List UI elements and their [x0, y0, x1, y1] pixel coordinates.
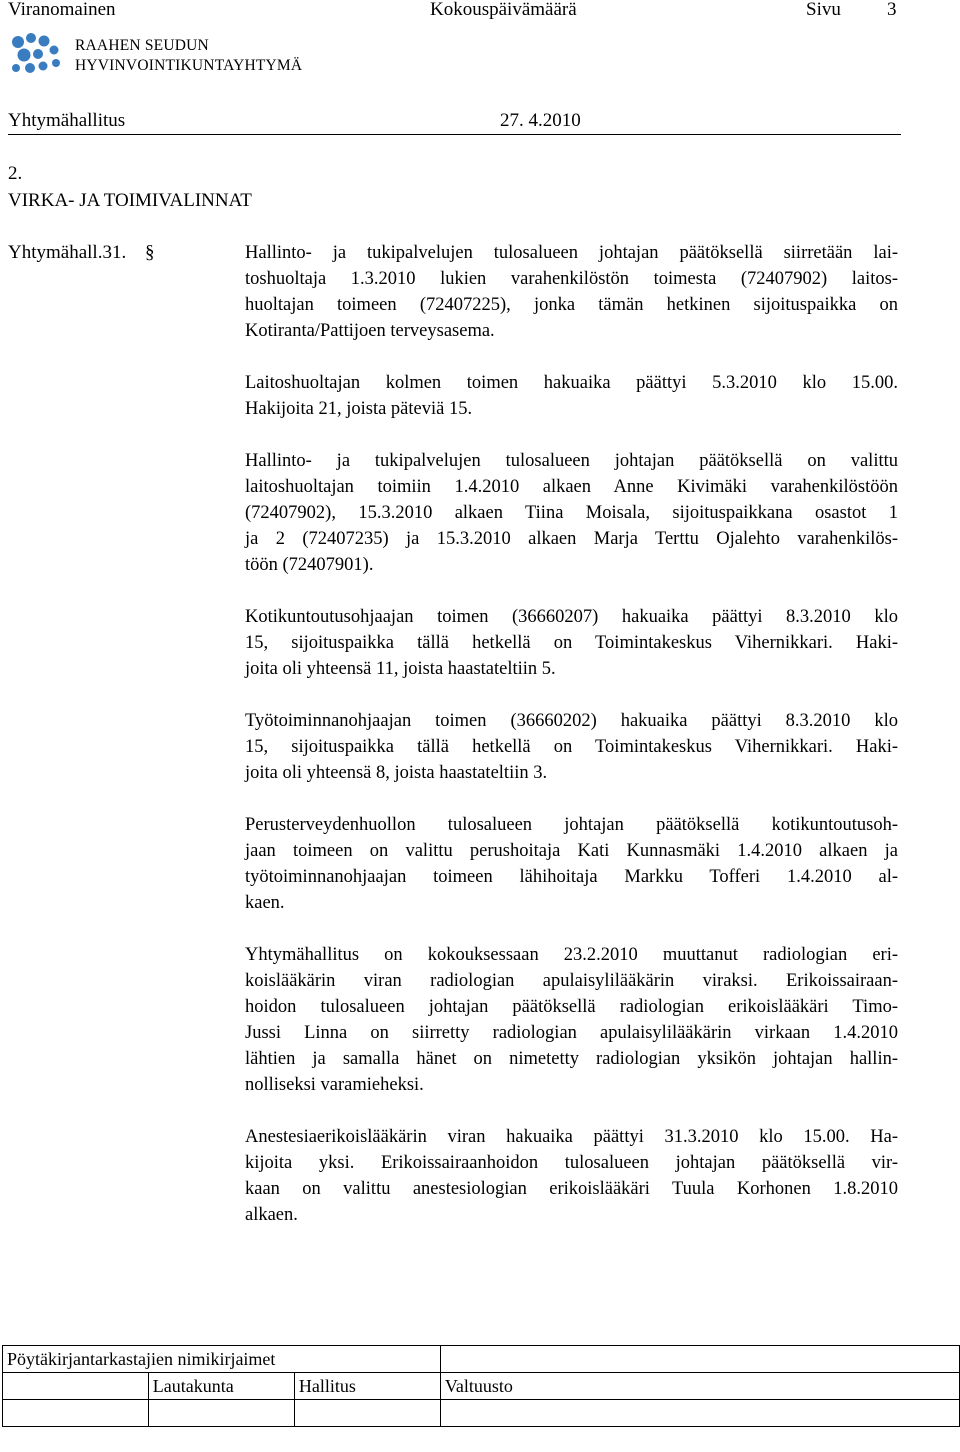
signature-cell: [148, 1400, 294, 1427]
text-line: jaan toimeen on valittu perushoitaja Kati Kunnasmäki 1.4.2010 alkaen ja: [245, 841, 898, 861]
signature-col-valtuusto: Valtuusto: [440, 1373, 959, 1400]
paragraph: [245, 812, 898, 916]
text-line: töön (72407901).: [245, 555, 374, 575]
text-line: työtoiminnanohjaajan toimeen lähihoitaja Markku Tofferi 1.4.2010 al-: [245, 867, 898, 887]
paragraph: [245, 708, 898, 786]
paragraph-gap: [245, 916, 898, 942]
text-line: joita oli yhteensä 8, joista haastateltiin 3.: [245, 763, 548, 783]
text-line: Hallinto- ja tukipalvelujen tulosalueen johtajan päätöksellä on valittu: [245, 451, 898, 471]
text-line: kaen.: [245, 893, 285, 913]
text-line: huoltajan toimeen (72407225), jonka tämän hetkinen sijoituspaikka on: [245, 295, 898, 315]
text-line: Perusterveydenhuollon tulosalueen johtajan päätöksellä kotikuntoutusoh-: [245, 815, 898, 835]
paragraph: [245, 1124, 898, 1228]
text-line: Anestesiaerikoislääkärin viran hakuaika päättyi 31.3.2010 klo 15.00. Ha-: [245, 1127, 898, 1147]
text-line: alkaen.: [245, 1205, 298, 1225]
text-line: Hakijoita 21, joista päteviä 15.: [245, 399, 473, 419]
dots-logo-icon: [10, 32, 64, 76]
paragraph-gap: [245, 344, 898, 370]
page-label: Sivu: [806, 0, 841, 20]
signature-cell: [440, 1400, 959, 1427]
paragraph: [245, 942, 898, 1098]
text-line: joita oli yhteensä 11, joista haastateltiin 5.: [245, 659, 556, 679]
text-line: Kotiranta/Pattijoen terveysasema.: [245, 321, 495, 341]
header-rule: [8, 134, 901, 135]
paragraph: [245, 370, 898, 422]
text-line: Hallinto- ja tukipalvelujen tulosalueen johtajan päätöksellä siirretään lai-: [245, 243, 898, 263]
signature-blank-top: [440, 1346, 959, 1373]
signature-cell: [3, 1400, 149, 1427]
meeting-body: Yhtymähallitus: [8, 110, 126, 131]
org-name-line2: HYVINVOINTIKUNTAYHTYMÄ: [75, 57, 303, 74]
signature-table: [2, 1345, 960, 1427]
text-line: kijoita yksi. Erikoissairaanhoidon tulosalueen johtajan päätöksellä vir-: [245, 1153, 898, 1173]
signature-cell: [294, 1400, 440, 1427]
text-line: nolliseksi varamieheksi.: [245, 1075, 424, 1095]
paragraph-gap: [245, 578, 898, 604]
paragraph: [245, 448, 898, 578]
meeting-date-label: Kokouspäivämäärä: [430, 0, 577, 20]
text-line: 15, sijoituspaikka tällä hetkellä on Toimintakeskus Vihernikkari. Haki-: [245, 633, 898, 653]
text-line: toshuoltaja 1.3.2010 lukien varahenkilöstön toimesta (72407902) laitos-: [245, 269, 898, 289]
text-line: koislääkärin viran radiologian apulaisylilääkärin viraksi. Erikoissairaan-: [245, 971, 898, 991]
text-line: ja 2 (72407235) ja 15.3.2010 alkaen Marja Terttu Ojalehto varahenkilös-: [245, 529, 898, 549]
text-line: Jussi Linna on siirretty radiologian apulaisylilääkärin virkaan 1.4.2010: [245, 1023, 898, 1043]
text-line: Yhtymähallitus on kokouksessaan 23.2.2010 muuttanut radiologian eri-: [245, 945, 898, 965]
paragraph-gap: [245, 682, 898, 708]
section-title: VIRKA- JA TOIMIVALINNAT: [8, 190, 252, 211]
signature-col-hallitus: Hallitus: [294, 1373, 440, 1400]
paragraph-symbol: §: [144, 242, 155, 263]
doc-type: Viranomainen: [8, 0, 116, 20]
page-number: 3: [887, 0, 897, 20]
paragraph-gap: [245, 422, 898, 448]
section-number: 2.: [8, 163, 23, 184]
text-line: Kotikuntoutusohjaajan toimen (36660207) hakuaika päättyi 8.3.2010 klo: [245, 607, 898, 627]
section-ref: [8, 243, 154, 262]
body-text: [245, 240, 898, 1228]
text-line: kaan on valittu anestesiologian erikoislääkäri Tuula Korhonen 1.8.2010: [245, 1179, 898, 1199]
text-line: lähtien ja samalla hänet on nimetetty radiologian yksikön johtajan hallin-: [245, 1049, 898, 1069]
paragraph: [245, 604, 898, 682]
paragraph: [245, 240, 898, 344]
signature-col-lautakunta: Lautakunta: [148, 1373, 294, 1400]
text-line: Laitoshuoltajan kolmen toimen hakuaika päättyi 5.3.2010 klo 15.00.: [245, 373, 898, 393]
paragraph-gap: [245, 786, 898, 812]
text-line: hoidon tulosalueen johtajan päätöksellä radiologian erikoislääkäri Timo-: [245, 997, 898, 1017]
paragraph-gap: [245, 1098, 898, 1124]
section-ref-text: Yhtymähall.31.: [8, 242, 127, 263]
text-line: laitoshuoltajan toimiin 1.4.2010 alkaen Anne Kivimäki varahenkilöstöön: [245, 477, 898, 497]
signature-blank-left: [3, 1373, 149, 1400]
meeting-date: 27. 4.2010: [500, 110, 581, 131]
text-line: Työtoiminnanohjaajan toimen (36660202) hakuaika päättyi 8.3.2010 klo: [245, 711, 898, 731]
org-name-line1: RAAHEN SEUDUN: [75, 37, 209, 54]
text-line: 15, sijoituspaikka tällä hetkellä on Toimintakeskus Vihernikkari. Haki-: [245, 737, 898, 757]
text-line: (72407902), 15.3.2010 alkaen Tiina Moisala, sijoituspaikkana osastot 1: [245, 503, 898, 523]
signature-title: Pöytäkirjantarkastajien nimikirjaimet: [3, 1346, 441, 1373]
